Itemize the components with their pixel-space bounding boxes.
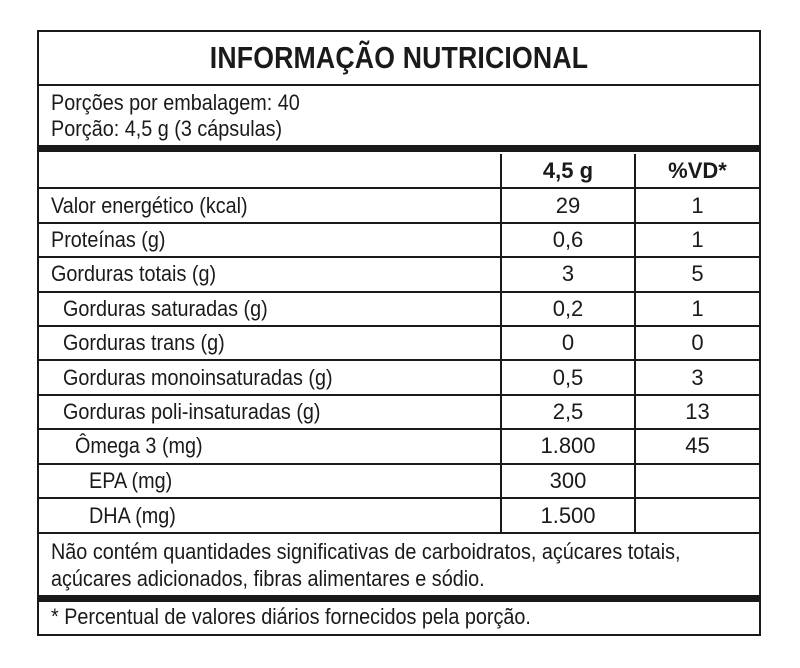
panel-title: INFORMAÇÃO NUTRICIONAL	[209, 40, 589, 75]
table-row	[39, 257, 759, 291]
divider	[39, 532, 759, 534]
nutrient-dv: 13	[635, 395, 759, 429]
table-header-row	[39, 154, 759, 188]
nutrient-name: DHA (mg)	[89, 502, 176, 528]
nutrient-dv: 1	[635, 188, 759, 222]
table-row	[39, 326, 759, 360]
nutrient-amount: 0,2	[501, 292, 635, 326]
table-row	[39, 429, 759, 463]
nutrient-dv: 45	[635, 429, 759, 463]
not-significant-note-line1: Não contém quantidades significativas de carboidratos, açúcares totais,	[51, 539, 681, 564]
table-row	[39, 188, 759, 222]
nutrient-amount: 3	[501, 257, 635, 291]
nutrient-dv: 1	[635, 292, 759, 326]
nutrient-name: Valor energético (kcal)	[51, 192, 248, 218]
table-row	[39, 498, 759, 532]
header-amount: 4,5 g	[501, 154, 635, 188]
nutrition-facts-panel	[37, 30, 761, 636]
nutrient-name: Ômega 3 (mg)	[75, 433, 203, 459]
nutrient-name: Proteínas (g)	[51, 226, 166, 252]
divider	[39, 84, 759, 86]
nutrient-amount: 29	[501, 188, 635, 222]
table-row	[39, 223, 759, 257]
nutrient-name: Gorduras saturadas (g)	[63, 295, 268, 321]
nutrient-dv	[635, 498, 759, 532]
nutrient-dv: 0	[635, 326, 759, 360]
nutrient-name: EPA (mg)	[89, 467, 173, 493]
nutrient-name: Gorduras totais (g)	[51, 261, 217, 287]
nutrient-amount: 2,5	[501, 395, 635, 429]
nutrient-amount: 300	[501, 464, 635, 498]
nutrient-amount: 1.800	[501, 429, 635, 463]
nutrient-table	[39, 154, 759, 532]
table-row	[39, 395, 759, 429]
nutrient-dv: 3	[635, 360, 759, 394]
header-blank	[39, 154, 501, 188]
nutrient-name: Gorduras monoinsaturadas (g)	[63, 364, 333, 390]
not-significant-note-line2: açúcares adicionados, fibras alimentares e sódio.	[51, 566, 485, 591]
nutrient-amount: 0,6	[501, 223, 635, 257]
nutrient-amount: 0,5	[501, 360, 635, 394]
serving-size: Porção: 4,5 g (3 cápsulas)	[51, 116, 283, 141]
table-row	[39, 292, 759, 326]
nutrient-name: Gorduras poli-insaturadas (g)	[63, 398, 321, 424]
header-dv: %VD*	[635, 154, 759, 188]
nutrient-dv: 5	[635, 257, 759, 291]
nutrient-dv: 1	[635, 223, 759, 257]
nutrient-amount: 0	[501, 326, 635, 360]
nutrient-name: Gorduras trans (g)	[63, 330, 225, 356]
table-row	[39, 360, 759, 394]
thick-divider	[39, 595, 759, 602]
nutrient-amount: 1.500	[501, 498, 635, 532]
servings-per-package: Porções por embalagem: 40	[51, 90, 300, 115]
nutrient-dv	[635, 464, 759, 498]
thick-divider	[39, 145, 759, 152]
table-row	[39, 464, 759, 498]
dv-footnote: * Percentual de valores diários fornecidos pela porção.	[51, 604, 531, 629]
